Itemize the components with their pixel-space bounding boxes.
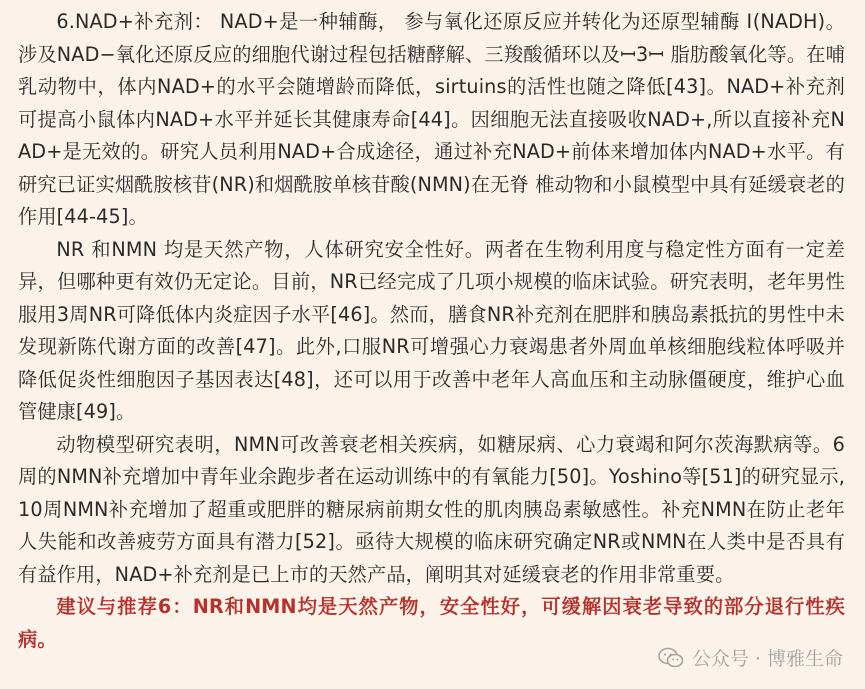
paragraph-nr-nmn-safety: NR 和NMN 均是天然产物，人体研究安全性好。两者在生物利用度与稳定性方面有一定差异，但哪种更有效仍无定论。目前，NR已经完成了几项小规模的临床试验。研究表明，老年男性服用3周NR可降低体内炎症因子水平[46]。然而，膳食NR补充剂在肥胖和胰岛素抵抗的男性中未发现新陈代谢方面的改善[47]。此外,口服NR可增强心力衰竭患者外周血单核细胞线粒体呼吸并降低促炎性细胞因子基因表达[48]，还可以用于改善中老年人高血压和主动脉僵硬度，维护心血管健康[49]。 — [18, 237, 845, 423]
recommendation-6: 建议与推荐6：NR和NMN均是天然产物，安全性好，可缓解因衰老导致的部分退行性疾病。 — [18, 595, 845, 651]
watermark-text: 公众号 · 博雅生命 — [691, 648, 843, 670]
paragraph-nmn-animal-studies: 动物模型研究表明，NMN可改善衰老相关疾病，如糖尿病、心力衰竭和阿尔茨海默病等。6周的NMN补充增加中青年业余跑步者在运动训练中的有氧能力[50]。Yoshino等[51]的研究显示,10周NMN补充增加了超重或肥胖的糖尿病前期女性的肌肉胰岛素敏感性。补充NMN在防止老年人失能和改善疲劳方面具有潜力[52]。亟待大规模的临床研究确定NR或NMN在人类中是否具有有益作用，NAD+补充剂是已上市的天然产品，阐明其对延缓衰老的作用非常重要。 — [18, 432, 845, 586]
watermark — [658, 644, 843, 671]
wechat-icon — [658, 647, 684, 669]
paragraph-nad-supplements: 6.NAD+补充剂： NAD+是一种辅酶， 参与氧化还原反应并转化为还原型辅酶 Ⅰ(NADH)。涉及NAD−氧化还原反应的细胞代谢过程包括糖酵解、三羧酸循环以及ꟷ3ꟷ 脂肪酸氧化等。在哺乳动物中，体内NAD+的水平会随增龄而降低，sirtuins的活性也随之降低[43]。NAD+补充剂可提高小鼠体内NAD+水平并延长其健康寿命[44]。因细胞无法直接吸收NAD+,所以直接补充NAD+是无效的。研究人员利用NAD+合成途径，通过补充NAD+前体来增加体内NAD+水平。有研究已证实烟酰胺核苷(NR)和烟酰胺单核苷酸(NMN)在无脊 椎动物和小鼠模型中具有延缓衰老的作用[44-45]。 — [18, 10, 845, 228]
